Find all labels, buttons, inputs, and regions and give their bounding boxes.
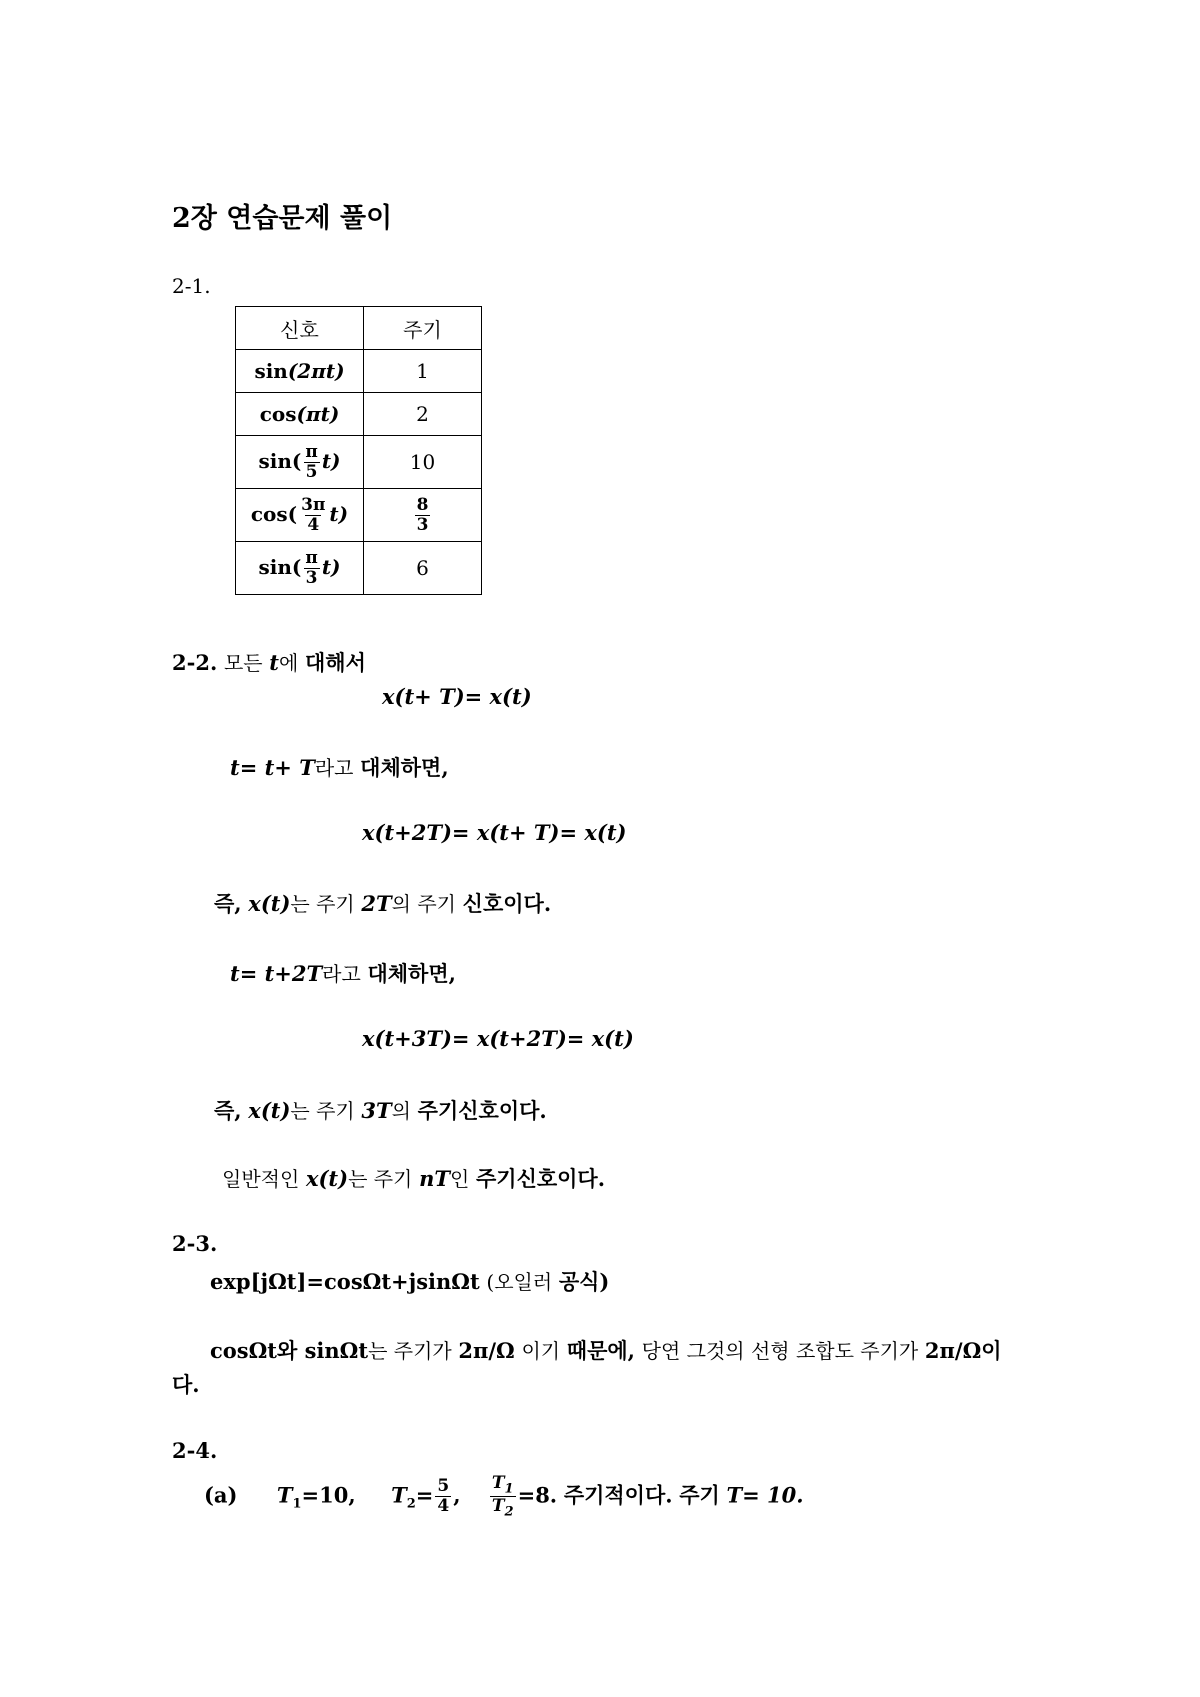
substitution-2: t= t+2T라고 대체하면, <box>230 961 456 986</box>
equation-3: x(t+3T)= x(t+2T)= x(t) <box>362 1026 634 1051</box>
header-period: 주기 <box>364 307 482 350</box>
signal-cell: cos(πt) <box>236 393 364 436</box>
table-row <box>236 542 482 595</box>
signal-period-table <box>235 306 482 595</box>
table-row <box>236 489 482 542</box>
table-row <box>236 350 482 393</box>
period-cell: 10 <box>364 436 482 489</box>
problem-label-2-4: 2-4. <box>172 1438 218 1463</box>
problem-2-3-text-end: 다. <box>172 1372 200 1397</box>
signal-cell: sin( $\frac{\pi}{5}$ t) <box>236 436 364 489</box>
substitution-1: t= t+ T라고 대체하면, <box>230 755 449 780</box>
problem-2-4-a: (a) $T_1=10$, $T_2=$ $\frac{5}{4}$ , $\frac{T_1}{T_2}$ =8. 주기적이다. 주기 T= 10. <box>204 1473 804 1520</box>
signal-cell: cos( $\frac{3\pi}{4}$ t) <box>236 489 364 542</box>
table-row <box>236 436 482 489</box>
euler-formula: exp[jΩt]=cosΩt+jsinΩt (오일러 공식) <box>210 1269 610 1294</box>
page-title: 2장 연습문제 풀이 <box>172 203 393 234</box>
conclusion-2: 즉, x(t)는 주기 3T의 주기신호이다. <box>214 1098 547 1123</box>
period-cell: 1 <box>364 350 482 393</box>
problem-2-3-text: cosΩt와 sinΩt는 주기가 2π/Ω 이기 때문에, 당연 그것의 선형 조합도 주기가 2π/Ω이 <box>210 1338 1002 1363</box>
period-cell: $\frac{8}{3}$ <box>364 489 482 542</box>
period-cell: 6 <box>364 542 482 595</box>
problem-label-2-1: 2-1. <box>172 274 211 298</box>
general-conclusion: 일반적인 x(t)는 주기 nT인 주기신호이다. <box>222 1166 606 1191</box>
table-header-row <box>236 307 482 350</box>
equation-1: x(t+ T)= x(t) <box>382 684 532 709</box>
signal-cell: sin( $\frac{\pi}{3}$ t) <box>236 542 364 595</box>
table-row <box>236 393 482 436</box>
problem-label-2-2: 2-2. <box>172 650 218 675</box>
conclusion-1: 즉, x(t)는 주기 2T의 주기 신호이다. <box>214 891 552 916</box>
header-signal: 신호 <box>236 307 364 350</box>
signal-cell: sin(2πt) <box>236 350 364 393</box>
period-cell: 2 <box>364 393 482 436</box>
equation-2: x(t+2T)= x(t+ T)= x(t) <box>362 820 627 845</box>
problem-label-2-3: 2-3. <box>172 1231 218 1256</box>
problem-2-2-intro: 2-2. 모든 t에 대해서 <box>172 650 366 675</box>
